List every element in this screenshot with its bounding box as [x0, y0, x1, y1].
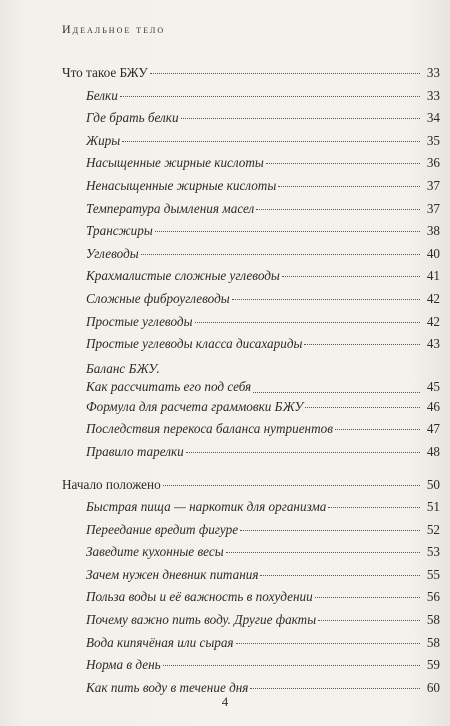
toc-entry	[62, 288, 440, 311]
dot-leader	[122, 140, 420, 142]
dot-leader	[163, 484, 420, 486]
toc-page-number: 43	[426, 336, 440, 352]
dot-leader	[120, 95, 420, 97]
toc-entry-title: Переедание вредит фигуре	[86, 521, 239, 537]
toc-entry	[62, 418, 440, 441]
toc-entry	[62, 85, 440, 108]
toc-entry	[62, 441, 440, 464]
toc-page-number: 42	[426, 290, 440, 306]
dot-leader	[186, 451, 420, 453]
toc-entry	[62, 198, 440, 221]
dot-leader	[282, 275, 420, 277]
toc-entry	[62, 564, 440, 587]
toc-entry-title: Углеводы	[86, 245, 139, 261]
dot-leader	[315, 596, 420, 598]
toc-entry-title: Правило тарелки	[86, 443, 184, 459]
dot-leader	[163, 664, 420, 666]
toc-page-number: 50	[426, 476, 440, 492]
toc-page-number: 59	[426, 657, 440, 673]
dot-leader	[278, 185, 420, 187]
toc-entry-title-line2: Как рассчитать его под себя	[86, 378, 252, 394]
toc-entry-title: Вода кипячёная или сырая	[86, 634, 234, 650]
toc-entry-title: Где брать белки	[86, 110, 179, 126]
toc-entry	[62, 541, 440, 564]
toc-entry	[62, 130, 440, 153]
toc-entry-title: Последствия перекоса баланса нутриентов	[86, 421, 333, 437]
toc-entry	[62, 609, 440, 632]
toc-page-number: 40	[426, 245, 440, 261]
dot-leader	[256, 208, 420, 210]
toc-entry-title: Трансжиры	[86, 223, 153, 239]
toc-page-number: 33	[426, 65, 440, 80]
dot-leader	[318, 619, 420, 621]
toc-entry	[62, 496, 440, 519]
toc-page-number: 37	[426, 200, 440, 216]
toc-page-number: 53	[426, 544, 440, 560]
dot-leader	[232, 298, 420, 300]
toc-page-number: 58	[426, 634, 440, 650]
dot-leader	[253, 391, 420, 393]
toc-entry	[62, 265, 440, 288]
toc-entry-title: Как пить воду в течение дня	[86, 679, 249, 695]
toc-entry-title: Простые углеводы	[86, 313, 193, 329]
dot-leader	[141, 253, 420, 255]
toc-entry	[62, 586, 440, 609]
toc-entry-title: Быстрая пища — наркотик для организма	[86, 499, 327, 515]
toc-entry	[62, 175, 440, 198]
toc-entry-title: Насыщенные жирные кислоты	[86, 155, 264, 171]
toc-page-number: 42	[426, 313, 440, 329]
toc-page-number: 41	[426, 268, 440, 284]
toc-page-number: 45	[426, 378, 440, 394]
toc-page-number: 48	[426, 443, 440, 459]
dot-leader	[226, 551, 420, 553]
toc-entry-title: Почему важно пить воду. Другие факты	[86, 612, 317, 628]
toc-entry-title-line1: Баланс БЖУ.	[86, 360, 160, 376]
dot-leader	[260, 574, 420, 576]
dot-leader	[250, 687, 420, 689]
toc-entry	[62, 311, 440, 334]
toc-entry	[62, 152, 440, 175]
toc-page-number: 46	[426, 398, 440, 414]
toc-page-number: 35	[426, 132, 440, 148]
dot-leader	[304, 343, 420, 345]
toc-entry	[62, 333, 440, 356]
toc-page-number: 33	[426, 87, 440, 103]
toc-page-number: 47	[426, 421, 440, 437]
dot-leader	[181, 117, 420, 119]
toc-entry	[62, 220, 440, 243]
dot-leader	[266, 162, 420, 164]
dot-leader	[328, 506, 420, 508]
toc-entry-title: Начало положено	[62, 476, 161, 492]
toc-entry-title: Польза воды и её важность в похудении	[86, 589, 313, 605]
toc-entry-title: Белки	[86, 87, 118, 103]
toc-page-number: 55	[426, 566, 440, 582]
toc-entry	[62, 519, 440, 542]
toc-page-number: 52	[426, 521, 440, 537]
toc-entry	[62, 243, 440, 266]
page-number: 4	[221, 694, 229, 709]
toc-chapter	[62, 474, 440, 497]
toc-entry-title: Сложные фиброуглеводы	[86, 290, 230, 306]
toc-entry-title: Формула для расчета граммовки БЖУ	[86, 398, 304, 414]
toc-entry-title: Норма в день	[86, 657, 161, 673]
toc-entry-title: Крахмалистые сложные углеводы	[86, 268, 280, 284]
dot-leader	[155, 230, 420, 232]
toc-entry-title: Зачем нужен дневник питания	[86, 566, 259, 582]
toc-entry-title: Ненасыщенные жирные кислоты	[86, 177, 277, 193]
toc-entry-title	[86, 360, 251, 396]
table-of-contents	[62, 62, 440, 699]
toc-page-number: 34	[426, 110, 440, 126]
toc-entry-title: Заведите кухонные весы	[86, 544, 224, 560]
dot-leader	[236, 642, 420, 644]
toc-entry	[62, 632, 440, 655]
toc-chapter	[62, 62, 440, 85]
dot-leader	[335, 428, 420, 430]
toc-page-number: 58	[426, 612, 440, 628]
toc-entry-title: Температура дымления масел	[86, 200, 255, 216]
running-head: Идеальное тело	[62, 22, 166, 36]
toc-page-number: 60	[426, 679, 440, 695]
toc-entry	[62, 107, 440, 130]
toc-page-number: 56	[426, 589, 440, 605]
toc-entry	[62, 356, 440, 396]
toc-entry-title: Жиры	[86, 132, 121, 148]
toc-page-number: 36	[426, 155, 440, 171]
toc-page-number: 37	[426, 177, 440, 193]
toc-entry	[62, 654, 440, 677]
toc-page-number: 51	[426, 499, 440, 515]
dot-leader	[240, 529, 420, 531]
toc-entry	[62, 396, 440, 419]
dot-leader	[195, 321, 421, 323]
dot-leader	[150, 72, 420, 74]
dot-leader	[305, 406, 420, 408]
toc-page-number: 38	[426, 223, 440, 239]
toc-entry-title: Что такое БЖУ	[62, 65, 148, 80]
toc-entry-title: Простые углеводы класса дисахариды	[86, 336, 303, 352]
